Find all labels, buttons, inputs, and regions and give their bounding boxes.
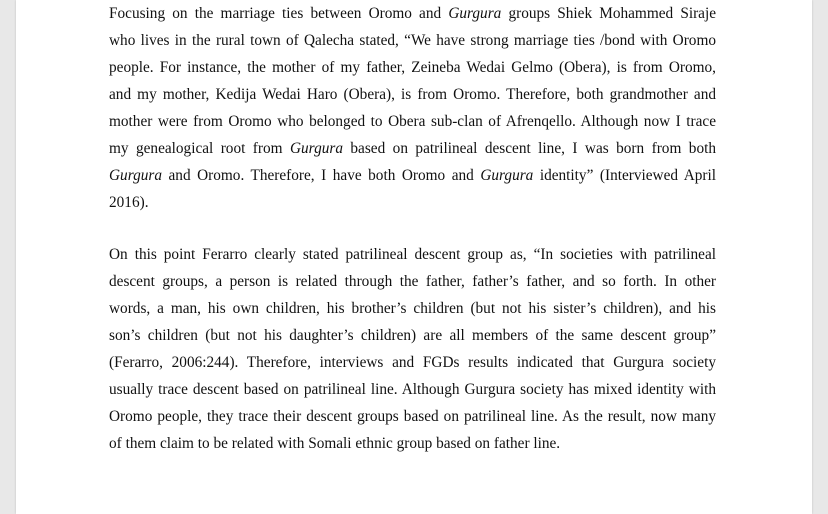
text-segment: usually trace descent based on patrilineal line. Although Gurgura society has mixed identity with (109, 381, 716, 398)
text-line (109, 162, 716, 189)
text-segment: mother were from Oromo who belonged to Obera sub-clan of Afrenqello. Although now I trace (109, 113, 716, 130)
text-segment: groups Shiek Mohammed Siraje (501, 5, 716, 22)
text-line (109, 135, 716, 162)
text-segment: words, a man, his own children, his brother’s children (but not his sister’s children), and his (109, 300, 716, 317)
text-segment: descent groups, a person is related through the father, father’s father, and so forth. In other (109, 273, 716, 290)
text-line (109, 295, 716, 322)
text-line (109, 322, 716, 349)
text-segment: On this point Ferarro clearly stated patrilineal descent group as, “In societies with patrilineal (109, 246, 716, 263)
italic-term: Gurgura (109, 167, 162, 184)
text-segment: my genealogical root from (109, 140, 290, 157)
italic-term: Gurgura (448, 5, 502, 22)
italic-term: Gurgura (289, 140, 343, 157)
text-line (109, 241, 716, 268)
text-segment: based on patrilineal descent line, I was born from both (342, 140, 716, 157)
text-line (109, 0, 716, 27)
text-segment: Focusing on the marriage ties between Oromo and (109, 5, 449, 22)
text-line (109, 81, 716, 108)
text-line (109, 189, 716, 216)
document-page (16, 0, 812, 514)
paragraph-marriage-ties (109, 0, 716, 216)
text-line (109, 268, 716, 295)
text-segment: (Ferarro, 2006:244). Therefore, interviews and FGDs results indicated that Gurgura society (109, 354, 716, 371)
text-segment: who lives in the rural town of Qalecha stated, “We have strong marriage ties /bond with Oromo (109, 32, 716, 49)
text-line (109, 54, 716, 81)
text-segment: Oromo people, they trace their descent groups based on patrilineal line. As the result, now many (109, 408, 716, 425)
italic-term: Gurgura (480, 167, 534, 184)
text-segment: son’s children (but not his daughter’s children) are all members of the same descent group” (109, 327, 716, 344)
text-segment: identity” (Interviewed April (533, 167, 716, 184)
text-line (109, 27, 716, 54)
paragraph-patrilineal-descent (109, 241, 716, 457)
text-segment: 2016). (109, 194, 149, 211)
text-line (109, 430, 716, 457)
text-line (109, 108, 716, 135)
text-line (109, 403, 716, 430)
text-line (109, 376, 716, 403)
text-segment: of them claim to be related with Somali ethnic group based on father line. (109, 435, 561, 452)
text-line (109, 349, 716, 376)
text-segment: and Oromo. Therefore, I have both Oromo and (161, 167, 481, 184)
text-segment: and my mother, Kedija Wedai Haro (Obera), is from Oromo. Therefore, both grandmother and (109, 86, 716, 103)
text-segment: people. For instance, the mother of my father, Zeineba Wedai Gelmo (Obera), is from Oromo, (109, 59, 716, 76)
